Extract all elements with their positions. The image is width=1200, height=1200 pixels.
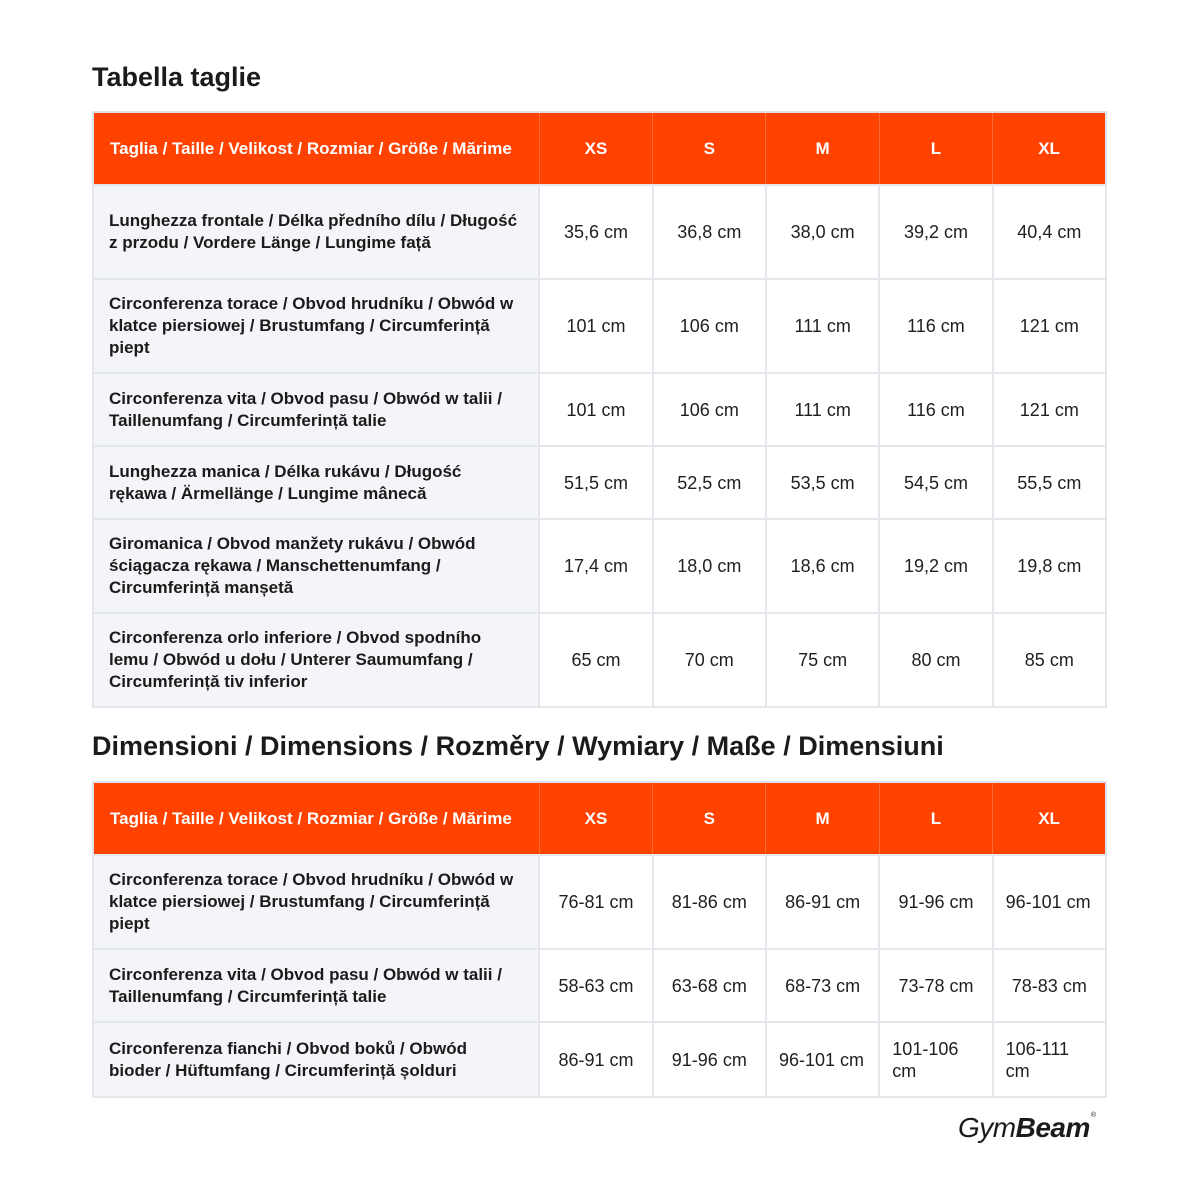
header-row xyxy=(93,112,1106,185)
measurement-label: Circonferenza vita / Obvod pasu / Obwód w talii / Taillenumfang / Circumferință talie xyxy=(93,949,539,1022)
measurement-value: 40,4 cm xyxy=(993,185,1106,279)
measurement-value: 96-101 cm xyxy=(766,1022,879,1097)
size-header-xl: XL xyxy=(993,782,1106,855)
measurement-value: 17,4 cm xyxy=(539,519,652,613)
measurement-value: 76-81 cm xyxy=(539,855,652,949)
measurement-value: 116 cm xyxy=(879,373,992,446)
measurement-value: 70 cm xyxy=(653,613,766,707)
measurement-label: Lunghezza manica / Délka rukávu / Długość rękawa / Ärmellänge / Lungime mânecă xyxy=(93,446,539,519)
table-row xyxy=(93,519,1106,613)
measurement-value: 106 cm xyxy=(653,373,766,446)
measurement-value: 86-91 cm xyxy=(539,1022,652,1097)
gymbeam-logo xyxy=(958,1112,1096,1144)
measurement-label: Giromanica / Obvod manžety rukávu / Obwód ściągacza rękawa / Manschettenumfang / Circumferință manșetă xyxy=(93,519,539,613)
size-header-l: L xyxy=(879,782,992,855)
table-row xyxy=(93,446,1106,519)
measurement-value: 111 cm xyxy=(766,279,879,373)
measurement-label: Circonferenza vita / Obvod pasu / Obwód w talii / Taillenumfang / Circumferință talie xyxy=(93,373,539,446)
registered-mark: ® xyxy=(1090,1112,1096,1119)
measurement-label: Circonferenza orlo inferiore / Obvod spodního lemu / Obwód u dołu / Unterer Saumumfang / Circumferință tiv inferior xyxy=(93,613,539,707)
measurement-value: 52,5 cm xyxy=(653,446,766,519)
measurement-value: 80 cm xyxy=(879,613,992,707)
logo-text-gym: Gym xyxy=(958,1112,1016,1143)
size-header-label: Taglia / Taille / Velikost / Rozmiar / Größe / Mărime xyxy=(93,782,539,855)
measurement-value: 39,2 cm xyxy=(879,185,992,279)
measurement-value: 63-68 cm xyxy=(653,949,766,1022)
measurement-value: 53,5 cm xyxy=(766,446,879,519)
measurement-value: 106-111 cm xyxy=(993,1022,1106,1097)
measurement-value: 101-106 cm xyxy=(879,1022,992,1097)
header-row xyxy=(93,782,1106,855)
measurement-value: 65 cm xyxy=(539,613,652,707)
size-table xyxy=(92,111,1107,708)
table-row xyxy=(93,373,1106,446)
size-header-m: M xyxy=(766,782,879,855)
measurement-value: 91-96 cm xyxy=(653,1022,766,1097)
measurement-value: 86-91 cm xyxy=(766,855,879,949)
measurement-value: 36,8 cm xyxy=(653,185,766,279)
size-header-s: S xyxy=(653,112,766,185)
measurement-value: 111 cm xyxy=(766,373,879,446)
logo-text-beam: Beam xyxy=(1015,1112,1090,1143)
measurement-value: 55,5 cm xyxy=(993,446,1106,519)
table-row xyxy=(93,1022,1106,1097)
measurement-value: 18,6 cm xyxy=(766,519,879,613)
measurement-value: 101 cm xyxy=(539,279,652,373)
measurement-value: 116 cm xyxy=(879,279,992,373)
measurement-value: 19,2 cm xyxy=(879,519,992,613)
table-row xyxy=(93,185,1106,279)
measurement-value: 85 cm xyxy=(993,613,1106,707)
table-row xyxy=(93,279,1106,373)
measurement-value: 75 cm xyxy=(766,613,879,707)
measurement-value: 121 cm xyxy=(993,279,1106,373)
measurement-value: 58-63 cm xyxy=(539,949,652,1022)
measurement-value: 91-96 cm xyxy=(879,855,992,949)
measurement-label: Lunghezza frontale / Délka předního dílu / Długość z przodu / Vordere Länge / Lungime față xyxy=(93,185,539,279)
measurement-value: 51,5 cm xyxy=(539,446,652,519)
measurement-value: 19,8 cm xyxy=(993,519,1106,613)
measurement-value: 54,5 cm xyxy=(879,446,992,519)
measurement-value: 106 cm xyxy=(653,279,766,373)
size-header-l: L xyxy=(879,112,992,185)
measurement-value: 121 cm xyxy=(993,373,1106,446)
size-header-xs: XS xyxy=(539,112,652,185)
table-row xyxy=(93,855,1106,949)
measurement-value: 81-86 cm xyxy=(653,855,766,949)
table-row xyxy=(93,949,1106,1022)
measurement-value: 18,0 cm xyxy=(653,519,766,613)
measurement-label: Circonferenza torace / Obvod hrudníku / Obwód w klatce piersiowej / Brustumfang / Circumferință piept xyxy=(93,279,539,373)
measurement-value: 101 cm xyxy=(539,373,652,446)
table-row xyxy=(93,613,1106,707)
measurement-value: 78-83 cm xyxy=(993,949,1106,1022)
dimensions-table xyxy=(92,781,1107,1098)
size-header-m: M xyxy=(766,112,879,185)
measurement-value: 96-101 cm xyxy=(993,855,1106,949)
measurement-label: Circonferenza fianchi / Obvod boků / Obwód bioder / Hüftumfang / Circumferință șolduri xyxy=(93,1022,539,1097)
size-table-title: Tabella taglie xyxy=(92,62,262,92)
size-header-label: Taglia / Taille / Velikost / Rozmiar / Größe / Mărime xyxy=(93,112,539,185)
dimensions-table-title: Dimensioni / Dimensions / Rozměry / Wymiary / Maße / Dimensiuni xyxy=(92,731,944,761)
size-header-xl: XL xyxy=(993,112,1106,185)
measurement-value: 35,6 cm xyxy=(539,185,652,279)
size-header-s: S xyxy=(653,782,766,855)
measurement-value: 68-73 cm xyxy=(766,949,879,1022)
measurement-label: Circonferenza torace / Obvod hrudníku / Obwód w klatce piersiowej / Brustumfang / Circumferință piept xyxy=(93,855,539,949)
measurement-value: 73-78 cm xyxy=(879,949,992,1022)
size-header-xs: XS xyxy=(539,782,652,855)
measurement-value: 38,0 cm xyxy=(766,185,879,279)
